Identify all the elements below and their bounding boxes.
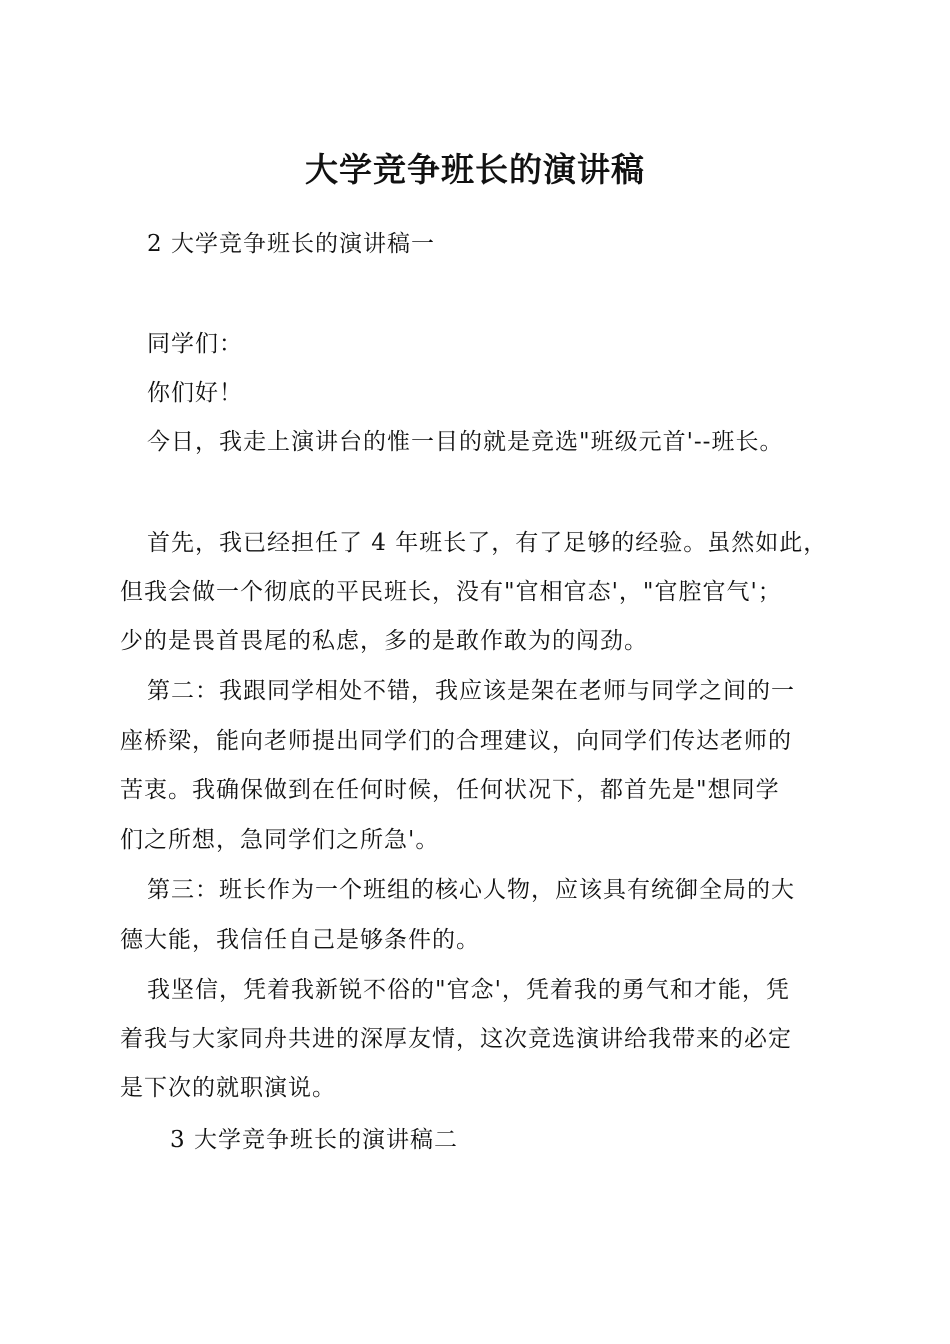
section-heading-2: 3 大学竞争班长的演讲稿二 bbox=[170, 1127, 458, 1153]
greeting-line: 同学们： bbox=[147, 331, 243, 357]
paragraph-4-line-3: 是下次的就职演说。 bbox=[120, 1075, 336, 1101]
section-heading-1: 2 大学竞争班长的演讲稿一 bbox=[147, 231, 435, 257]
paragraph-3-line-2: 德大能，我信任自己是够条件的。 bbox=[120, 927, 480, 953]
paragraph-4-line-1: 我坚信，凭着我新锐不俗的"官念'，凭着我的勇气和才能，凭 bbox=[147, 977, 790, 1003]
hello-line: 你们好！ bbox=[147, 380, 243, 406]
paragraph-3-line-1: 第三：班长作为一个班组的核心人物，应该具有统御全局的大 bbox=[147, 877, 795, 903]
paragraph-2-line-1: 第二：我跟同学相处不错，我应该是架在老师与同学之间的一 bbox=[147, 678, 795, 704]
paragraph-2-line-3: 苦衷。我确保做到在任何时候，任何状况下，都首先是"想同学 bbox=[120, 777, 780, 803]
intro-line: 今日，我走上演讲台的惟一目的就是竞选"班级元首'--班长。 bbox=[147, 429, 784, 455]
paragraph-4-line-2: 着我与大家同舟共进的深厚友情，这次竞选演讲给我带来的必定 bbox=[120, 1026, 792, 1052]
paragraph-1-line-3: 少的是畏首畏尾的私虑，多的是敢作敢为的闯劲。 bbox=[120, 628, 648, 654]
paragraph-1-line-2: 但我会做一个彻底的平民班长，没有"官相官态'，"官腔官气'； bbox=[120, 579, 782, 605]
document-title: 大学竞争班长的演讲稿 bbox=[305, 150, 645, 189]
paragraph-2-line-2: 座桥梁，能向老师提出同学们的合理建议，向同学们传达老师的 bbox=[120, 728, 792, 754]
paragraph-1-line-1: 首先，我已经担任了 4 年班长了，有了足够的经验。虽然如此， bbox=[147, 530, 828, 556]
paragraph-2-line-4: 们之所想，急同学们之所急'。 bbox=[120, 827, 440, 853]
